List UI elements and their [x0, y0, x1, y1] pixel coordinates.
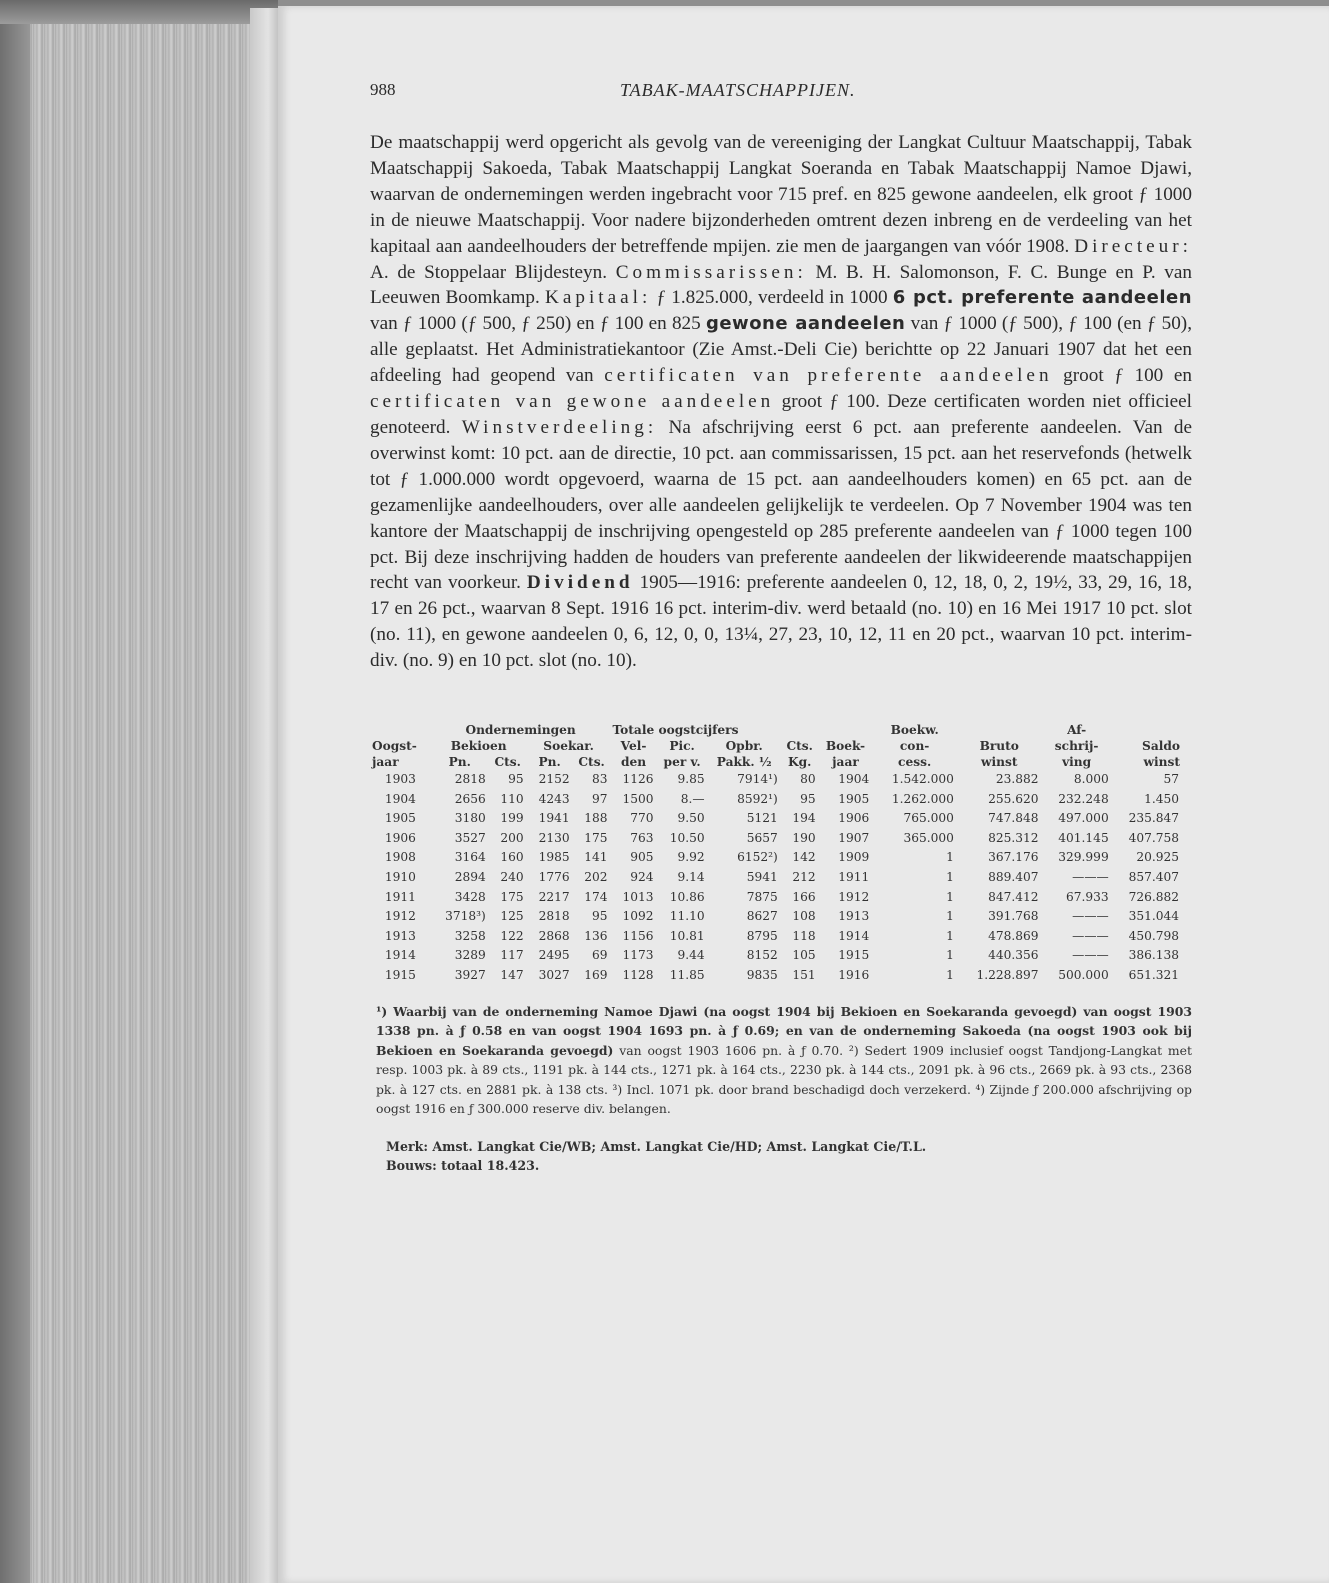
table-cell: 95	[508, 772, 524, 787]
table-cell: 1915	[838, 948, 870, 963]
table-cell: 500.000	[1058, 967, 1109, 982]
kapitaal-text-1: ƒ 1.825.000, verdeeld in 1000	[656, 287, 888, 309]
kapitaal-preferente-bold: 6 pct. preferente aandeelen	[892, 287, 1193, 309]
footnote-2: ²) Sedert 1909 inclusief oogst Tandjong-Langkat met resp. 1003 pk. à 89 cts., 1191 pk. à 144 cts., 1271 pk. à 164 cts., 2230 pk. à 144 cts., 2091 pk. à 96 cts., 2669 pk. à 93 cts., 2368 pk. à 127 cts. en 2881 pk. à 138 cts.	[376, 1042, 1192, 1097]
table-row	[370, 848, 1182, 868]
table-cell: 1	[946, 889, 954, 904]
table-cell: 889.407	[988, 870, 1039, 884]
table-cell: 401.145	[1058, 830, 1109, 845]
col-afschrijving: ving	[1062, 755, 1092, 770]
table-cell: 1911	[384, 889, 416, 904]
header-boekw: Boekw.	[890, 723, 939, 738]
table-cell: 770	[630, 811, 654, 826]
header-soekar: Soekar.	[543, 739, 594, 754]
bouws-value: totaal 18.423.	[441, 1157, 540, 1173]
table-cell: 1941	[538, 811, 570, 826]
col-bekioen-cts: Cts.	[494, 755, 521, 770]
col-cts-kg: Kg.	[787, 755, 812, 770]
table-cell: 847.412	[988, 889, 1039, 904]
table-cell: 726.882	[1128, 889, 1179, 904]
table-cell: 1910	[384, 870, 416, 884]
table-row	[370, 868, 1182, 888]
table-cell: 1	[946, 909, 954, 924]
table-cell: 147	[500, 967, 524, 982]
table-cell: 212	[792, 870, 816, 884]
col-pic-per-v: per v.	[663, 755, 701, 770]
table-row	[370, 770, 1182, 790]
table-cell: 5941	[746, 870, 778, 884]
table-row	[370, 888, 1182, 908]
table-cell: 3527	[454, 830, 486, 845]
page-content	[370, 78, 1192, 1175]
table-cell: 117	[500, 948, 524, 963]
table-cell: 1126	[622, 772, 654, 787]
col-bekioen-pn: Pn.	[448, 755, 471, 770]
table-cell: 651.321	[1128, 967, 1179, 982]
col-soekar-pn: Pn.	[538, 755, 561, 770]
table-cell: 240	[500, 870, 524, 884]
table-cell: 3027	[538, 967, 570, 982]
table-cell: 407.758	[1128, 830, 1179, 845]
table-cell: 1905	[838, 791, 870, 806]
table-cell: 1913	[384, 928, 416, 943]
table-cell: 1908	[384, 850, 416, 865]
kapitaal-label: Kapitaal:	[544, 287, 652, 309]
directeur-label: Directeur:	[1074, 235, 1192, 257]
table-cell: 2217	[538, 889, 570, 904]
table-sub-header-row	[370, 738, 1182, 754]
table-cell: 10.81	[669, 928, 705, 943]
footnote-1-bold: ¹) Waarbij van de onderneming Namoe Djawi (na oogst 1904 bij Bekioen en Soekaranda gevoegd) van oogst 1903 1338 pn. à ƒ 0.58 en van oogst 1904 1693 pn. à ƒ 0.69; en van de onderneming Sakoeda (na oogst 1903 ook bij Bekioen en Soekaranda gevoegd)	[376, 1003, 1192, 1058]
table-cell: 747.848	[988, 811, 1039, 826]
table-cell: 10.86	[669, 889, 705, 904]
table-cell: 3258	[454, 928, 486, 943]
table-cell: 141	[584, 850, 608, 865]
header-pic: Pic.	[669, 739, 695, 754]
table-cell: 175	[500, 889, 524, 904]
merk-block	[370, 1137, 1192, 1175]
merk-line	[386, 1137, 1192, 1156]
footnote-3: ³) Incl. 1071 pk. door brand beschadigd doch verzekerd.	[612, 1081, 971, 1097]
table-cell: 8152	[746, 948, 778, 963]
table-cell: 169	[584, 967, 608, 982]
table-cell: 80	[800, 772, 816, 787]
col-saldo-winst: winst	[1143, 755, 1180, 770]
table-cell: 1915	[384, 967, 416, 982]
table-row	[370, 829, 1182, 849]
certificaten-preferente: certificaten van preferente aandeelen	[604, 365, 1053, 387]
table-cell: 235.847	[1128, 811, 1179, 826]
merk-value: Amst. Langkat Cie/WB; Amst. Langkat Cie/HD; Amst. Langkat Cie/T.L.	[432, 1138, 927, 1154]
table-cell: 2656	[454, 791, 486, 806]
kapitaal-gewone-bold: gewone aandeelen	[705, 313, 906, 335]
col-velden: den	[620, 755, 647, 770]
table-row	[370, 907, 1182, 927]
dividend-label: Dividend	[526, 572, 634, 594]
table-cell: 440.356	[988, 948, 1039, 963]
footnote-1-rest: van oogst 1903 1606 pn. à ƒ 0.70.	[619, 1042, 844, 1058]
table-cell: 160	[500, 850, 524, 865]
table-cell: 1906	[384, 830, 416, 845]
body-paragraph	[370, 130, 1192, 674]
col-jaar: jaar	[372, 755, 399, 770]
table-cell: 151	[792, 967, 816, 982]
table-cell: 1	[946, 967, 954, 982]
table-cell: 1912	[838, 889, 870, 904]
table-cell: 9.44	[677, 948, 705, 963]
table-cell: 1.450	[1144, 791, 1179, 806]
table-cell: 365.000	[903, 830, 954, 845]
header-ondernemingen: Ondernemingen	[465, 723, 576, 738]
header-bekioen: Bekioen	[450, 739, 507, 754]
table-cell: 105	[792, 948, 816, 963]
table-cell: 255.620	[988, 791, 1039, 806]
table-cell: 3927	[454, 967, 486, 982]
table-cell: 1500	[622, 791, 654, 806]
table-cell: 765.000	[903, 811, 954, 826]
table-cell: ———	[1072, 870, 1109, 884]
table-cell: 8.000	[1073, 772, 1109, 787]
header-bruto: Bruto	[979, 739, 1019, 754]
table-cell: 118	[792, 928, 816, 943]
table-cell: 110	[500, 791, 524, 806]
table-cell: 1	[946, 928, 954, 943]
table-cell: 67.933	[1066, 889, 1109, 904]
table-cell: 9835	[746, 967, 778, 982]
header-cts: Cts.	[786, 739, 813, 754]
table-cell: 5657	[746, 830, 778, 845]
table-cell: 108	[792, 909, 816, 924]
table-cell: 1.228.897	[976, 967, 1039, 982]
table-cell: 10.50	[669, 830, 705, 845]
table-cell: 9.50	[677, 811, 705, 826]
bouws-line	[386, 1156, 1192, 1175]
table-cell: 95	[800, 791, 816, 806]
kapitaal-text-3: van ƒ 1000 (ƒ 500), ƒ 100 (en ƒ 50), alle geplaatst. Het Administratiekantoor (Zie Amst.-Deli Cie) berichtte op 22 Januari 1907 dat het een afdeeling had geopend van	[370, 313, 1192, 387]
table-cell: 450.798	[1128, 928, 1179, 943]
col-concess: cess.	[898, 755, 932, 770]
header-oogst: Oogst-	[372, 739, 417, 754]
table-cell: 1013	[622, 889, 654, 904]
header-boek: Boek-	[825, 739, 866, 754]
table-cell: 5121	[746, 811, 778, 826]
table-cell: ———	[1072, 948, 1109, 963]
table-cell: 1906	[838, 811, 870, 826]
certificaten-gewone: certificaten van gewone aandeelen	[370, 391, 775, 413]
table-cell: 166	[792, 889, 816, 904]
table-cell: 1776	[538, 870, 570, 884]
table-cell: 1916	[838, 967, 870, 982]
commissarissen-label: Commissarissen:	[615, 261, 807, 283]
table-cell: 2894	[454, 870, 486, 884]
header-saldo: Saldo	[1142, 739, 1180, 754]
table-cell: 924	[630, 870, 654, 884]
table-cell: ———	[1072, 909, 1109, 924]
winstverdeeling-label: Winstverdeeling:	[461, 416, 658, 438]
table-cell: 199	[500, 811, 524, 826]
table-cell: 7914¹)	[737, 772, 778, 787]
table-cell: 857.407	[1128, 870, 1179, 884]
header-con: con-	[899, 739, 930, 754]
table-cell: 367.176	[988, 850, 1039, 865]
table-cell: 122	[500, 928, 524, 943]
table-cell: 11.85	[669, 967, 705, 982]
table-cell: 1907	[838, 830, 870, 845]
table-cell: 9.92	[677, 850, 705, 865]
table-cell: 8592¹)	[737, 791, 778, 806]
table-cell: 1.542.000	[891, 772, 954, 787]
oogst-table	[370, 722, 1182, 986]
table-cell: 194	[792, 811, 816, 826]
table-cell: 8795	[746, 928, 778, 943]
table-cell: 2152	[538, 772, 570, 787]
table-cell: 188	[584, 811, 608, 826]
merk-label: Merk:	[386, 1138, 428, 1154]
table-cell: 1909	[838, 850, 870, 865]
table-cell: 136	[584, 928, 608, 943]
table-cell: 3718³)	[445, 909, 486, 924]
table-cell: 1985	[538, 850, 570, 865]
header-af: Af-	[1067, 723, 1087, 738]
col-soekar-cts: Cts.	[578, 755, 605, 770]
certificaten-text-2: groot ƒ 100. Deze certificaten worden niet officieel genoteerd.	[370, 391, 1192, 438]
table-cell: 3180	[454, 811, 486, 826]
table-cell: 7875	[746, 889, 778, 904]
directeur-value: A. de Stoppelaar Blijdesteyn.	[370, 261, 608, 283]
table-cell: 6152²)	[737, 850, 778, 865]
table-cell: 1904	[384, 791, 416, 806]
table-cell: 4243	[538, 791, 570, 806]
table-cell: 329.999	[1058, 850, 1109, 865]
table-cell: 2818	[454, 772, 486, 787]
table-cell: 763	[630, 830, 654, 845]
dividend-text: 1905—1916: preferente aandeelen 0, 12, 18, 0, 2, 19½, 33, 29, 16, 18, 17 en 26 pct., waarvan 8 Sept. 1916 16 pct. interim-div. werd betaald (no. 10) en 16 Mei 1917 10 pct. slot (no. 11), en gewone aandeelen 0, 6, 12, 0, 0, 13¼, 27, 23, 10, 12, 11 en 20 pct., waarvan 10 pct. interim-div. (no. 9) en 10 pct. slot (no. 10).	[370, 572, 1193, 672]
table-row	[370, 966, 1182, 986]
table-cell: 351.044	[1128, 909, 1179, 924]
kapitaal-text-2: van ƒ 1000 (ƒ 500, ƒ 250) en ƒ 100 en 825	[370, 313, 701, 335]
table-cell: 9.85	[677, 772, 705, 787]
table-cell: 95	[591, 909, 608, 924]
table-row	[370, 927, 1182, 947]
col-bruto-winst: winst	[981, 755, 1018, 770]
table-cell: 1	[946, 870, 954, 884]
table-cell: 20.925	[1136, 850, 1179, 865]
table-row	[370, 790, 1182, 810]
table-cell: 8.—	[680, 791, 705, 806]
table-row	[370, 946, 1182, 966]
table-cell: 1173	[622, 948, 654, 963]
table-cell: 11.10	[669, 909, 705, 924]
col-boekjaar: jaar	[832, 755, 859, 770]
book-page-edges	[0, 0, 278, 1583]
table-cell: 3164	[454, 850, 486, 865]
table-cell: 1	[946, 850, 954, 865]
table-cell: 1912	[384, 909, 416, 924]
table-cell: 3289	[454, 948, 486, 963]
header-schrij: schrij-	[1054, 739, 1099, 754]
running-title: TABAK-MAATSCHAPPIJEN.	[620, 80, 856, 100]
table-cell: 1128	[622, 967, 654, 982]
table-cell: 83	[591, 772, 608, 787]
table-cell: 2495	[538, 948, 570, 963]
table-cell: 1911	[838, 870, 870, 884]
footnotes	[370, 1002, 1192, 1119]
header-vel: Vel-	[620, 739, 647, 754]
table-cell: 1905	[384, 811, 416, 826]
table-cell: 202	[584, 870, 608, 884]
table-cell: 1903	[384, 772, 416, 787]
table-cell: 69	[591, 948, 608, 963]
table-cell: 142	[792, 850, 816, 865]
commissarissen-value: M. B. H. Salomonson, F. C. Bunge en P. van Leeuwen Boomkamp.	[370, 261, 1193, 309]
table-cell: 2868	[538, 928, 570, 943]
table-body	[370, 770, 1182, 986]
table-cell: 175	[584, 830, 608, 845]
table-cell: 97	[591, 791, 608, 806]
table-column-header-row	[370, 754, 1182, 770]
bouws-label: Bouws:	[386, 1157, 437, 1173]
page-number: 988	[370, 80, 396, 99]
page-fold-shadow	[250, 8, 280, 1583]
certificaten-text-1: groot ƒ 100 en	[1063, 365, 1193, 387]
col-opbr-pakk: Pakk. ½	[716, 755, 772, 770]
table-cell: 825.312	[988, 830, 1039, 845]
table-cell: 1913	[838, 909, 870, 924]
table-cell: 1156	[622, 928, 654, 943]
table-cell: 386.138	[1128, 948, 1179, 963]
table-cell: 1092	[622, 909, 654, 924]
table-cell: 1904	[838, 772, 870, 787]
table-cell: 57	[1163, 772, 1179, 787]
table-cell: 1.262.000	[891, 791, 954, 806]
table-cell: 8627	[746, 909, 778, 924]
table-cell: 2818	[538, 909, 570, 924]
table-cell: ———	[1072, 928, 1109, 943]
header-opbr: Opbr.	[725, 739, 763, 754]
table-cell: 232.248	[1058, 791, 1109, 806]
table-cell: 2130	[538, 830, 570, 845]
running-head	[370, 78, 1192, 118]
table-cell: 1	[946, 948, 954, 963]
table-cell: 125	[500, 909, 524, 924]
table-cell: 391.768	[988, 909, 1039, 924]
table-cell: 200	[500, 830, 524, 845]
winstverdeeling-text: Na afschrijving eerst 6 pct. aan preferente aandeelen. Van de overwinst komt: 10 pct. aan de directie, 10 pct. aan commissarissen, 15 pct. aan het reservefonds (hetwelk tot ƒ 1.000.000 wordt opgevoerd, waarna de 15 pct. aan aandeelhouders komen) en 65 pct. aan de gezamenlijke aandeelhouders, over alle aandeelen gelijkelijk te verdeelen. Op 7 November 1904 was ten kantore der Maatschappij de inschrijving opengesteld op 285 preferente aandeelen van ƒ 1000 tegen 100 pct. Bij deze inschrijving hadden de houders van preferente aandeelen der likwideerende maatschappijen recht van voorkeur.	[370, 416, 1193, 594]
table-group-header-row	[370, 722, 1182, 738]
table-cell: 497.000	[1058, 811, 1109, 826]
table-cell: 174	[584, 889, 608, 904]
table-row	[370, 809, 1182, 829]
table-cell: 1914	[384, 948, 416, 963]
header-totale-oogstcijfers: Totale oogstcijfers	[612, 723, 739, 738]
footnote-4: ⁴) Zijnde ƒ 200.000 afschrijving op oogst 1916 en ƒ 300.000 reserve div. belangen.	[376, 1081, 1192, 1117]
table-cell: 905	[630, 850, 654, 865]
table-cell: 478.869	[988, 928, 1039, 943]
table-cell: 190	[792, 830, 816, 845]
table-cell: 23.882	[995, 772, 1039, 787]
table-cell: 9.14	[677, 870, 705, 884]
intro-text: De maatschappij werd opgericht als gevolg van de vereeniging der Langkat Cultuur Maatschappij, Tabak Maatschappij Sakoeda, Tabak Maatschappij Langkat Soeranda en Tabak Maatschappij Namoe Djawi, waarvan de ondernemingen werden ingebracht voor 715 pref. en 825 gewone aandeelen, elk groot ƒ 1000 in de nieuwe Maatschappij. Voor nadere bijzonderheden omtrent dezen inbreng en de verdeeling van het kapitaal aan aandeelhouders der betreffende mpijen. zie men de jaargangen van vóór 1908.	[370, 132, 1192, 257]
table-cell: 1914	[838, 928, 870, 943]
table-cell: 3428	[454, 889, 486, 904]
